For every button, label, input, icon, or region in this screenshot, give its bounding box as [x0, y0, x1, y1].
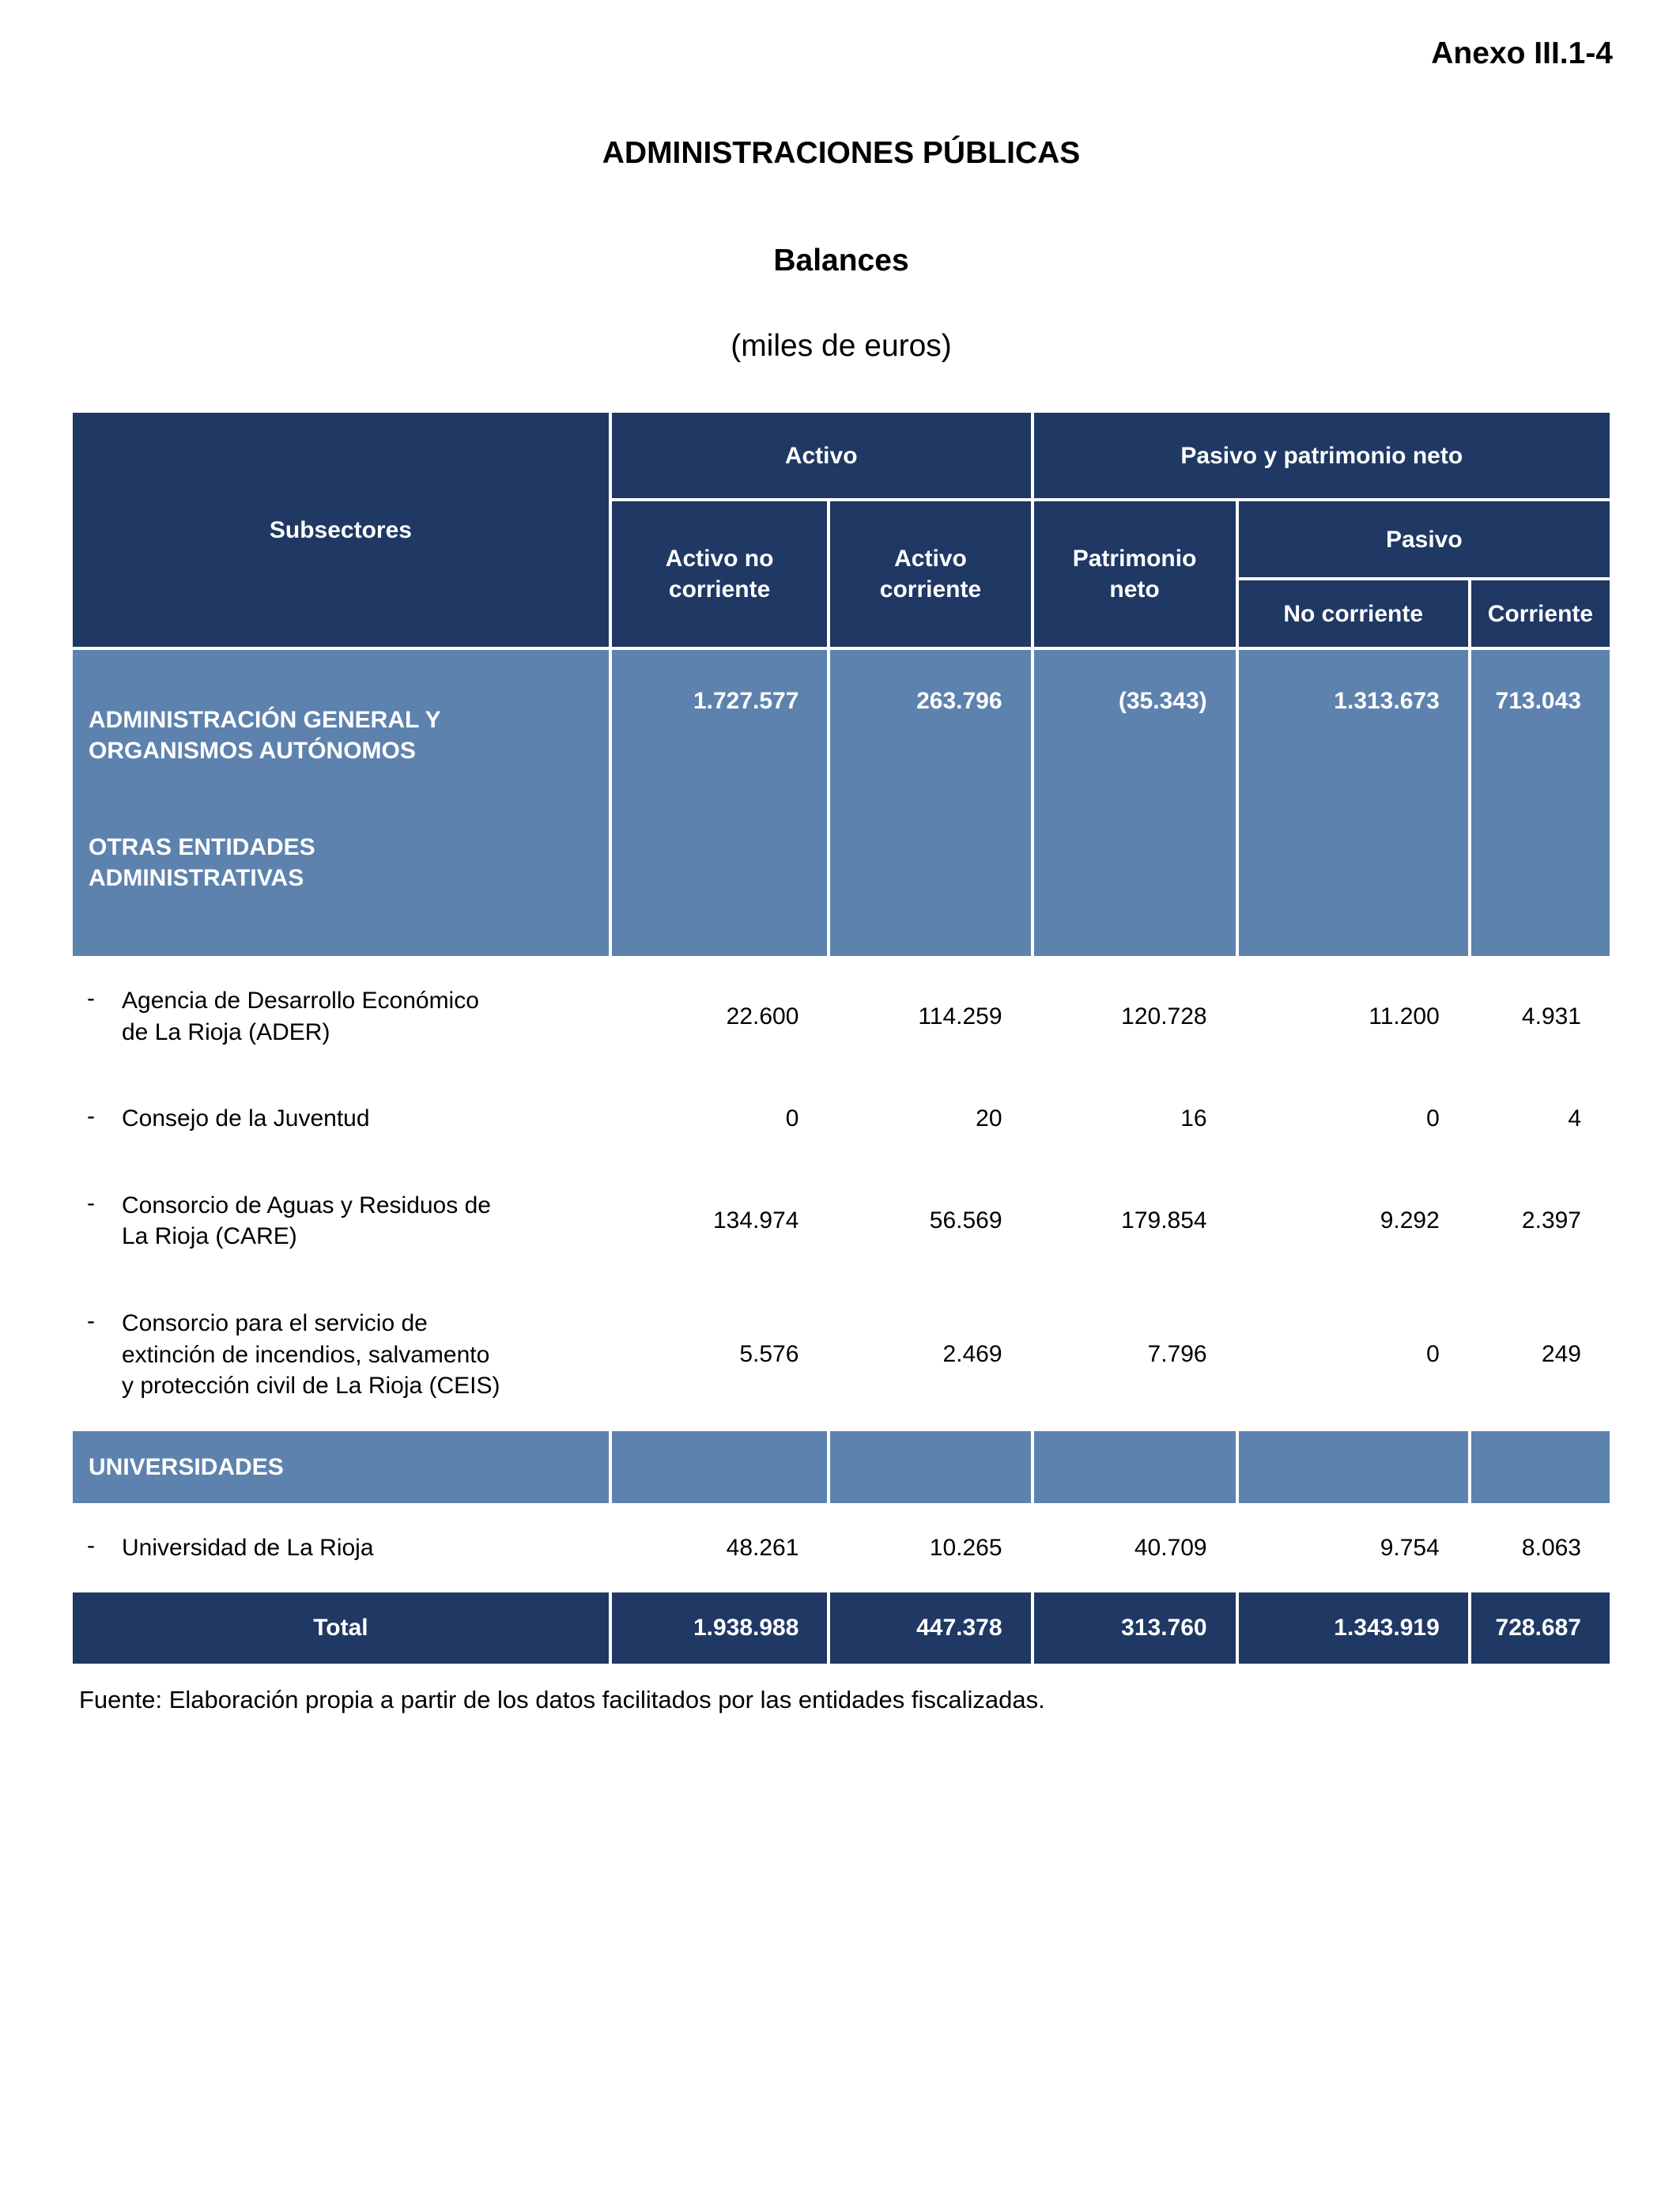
empty-cell [1237, 1430, 1470, 1505]
table-body [71, 648, 1611, 1665]
section-row-admin [71, 648, 1611, 958]
row-label-cell [71, 1162, 610, 1280]
section-admin-label [71, 648, 610, 958]
header-pasivo-no-corriente: No corriente [1237, 579, 1470, 648]
value-cell: 8.063 [1470, 1505, 1611, 1592]
value-cell: 40.709 [1033, 1505, 1237, 1592]
balances-table [70, 410, 1613, 1667]
row-label-cell [71, 1505, 610, 1592]
row-consorcio-ceis [71, 1280, 1611, 1430]
section-row-universidades [71, 1430, 1611, 1505]
section-admin-line1: ADMINISTRACIÓN GENERAL Y ORGANISMOS AUTÓNOMOS [89, 707, 441, 764]
value-cell: 5.576 [610, 1280, 829, 1430]
value-cell: 313.760 [1033, 1591, 1237, 1665]
total-label: Total [71, 1591, 610, 1665]
empty-cell [1470, 1430, 1611, 1505]
value-cell: 1.313.673 [1237, 648, 1470, 958]
value-cell: 1.343.919 [1237, 1591, 1470, 1665]
header-activo-group: Activo [610, 411, 1033, 500]
value-cell: 134.974 [610, 1162, 829, 1280]
value-cell: 7.796 [1033, 1280, 1237, 1430]
value-cell: 22.600 [610, 958, 829, 1075]
value-cell: 48.261 [610, 1505, 829, 1592]
dash-bullet: - [87, 1189, 95, 1216]
page-subtitle: Balances [773, 244, 909, 278]
table-header [71, 411, 1611, 648]
header-patrimonio-neto: Patrimonio neto [1033, 500, 1237, 648]
header-pasivo-corriente: Corriente [1470, 579, 1611, 648]
value-cell: 9.292 [1237, 1162, 1470, 1280]
row-label: Consejo de la Juventud [122, 1105, 370, 1132]
empty-cell [829, 1430, 1032, 1505]
row-label: Agencia de Desarrollo Económico de La Rioja (ADER) [122, 988, 479, 1045]
value-cell: 728.687 [1470, 1591, 1611, 1665]
row-agencia-ader [71, 958, 1611, 1075]
value-cell: 0 [1237, 1280, 1470, 1430]
value-cell: 56.569 [829, 1162, 1032, 1280]
value-cell: 4.931 [1470, 958, 1611, 1075]
value-cell: 2.397 [1470, 1162, 1611, 1280]
header-activo-corriente: Activo corriente [829, 500, 1032, 648]
value-cell: 114.259 [829, 958, 1032, 1075]
row-total [71, 1591, 1611, 1665]
value-cell: 9.754 [1237, 1505, 1470, 1592]
value-cell: 4 [1470, 1075, 1611, 1162]
value-cell: 179.854 [1033, 1162, 1237, 1280]
section-admin-line2: OTRAS ENTIDADES ADMINISTRATIVAS [89, 834, 315, 891]
value-cell: 120.728 [1033, 958, 1237, 1075]
row-label: Consorcio para el servicio de extinción de incendios, salvamento y protección civil de La Rioja (CEIS) [122, 1309, 500, 1400]
header-subsectores: Subsectores [71, 411, 610, 648]
empty-cell [1033, 1430, 1237, 1505]
dash-bullet: - [87, 1307, 95, 1334]
value-cell: 713.043 [1470, 648, 1611, 958]
value-cell: (35.343) [1033, 648, 1237, 958]
row-label: Universidad de La Rioja [122, 1534, 374, 1561]
value-cell: 10.265 [829, 1505, 1032, 1592]
row-consejo-juventud [71, 1075, 1611, 1162]
row-label: Consorcio de Aguas y Residuos de La Rioja (CARE) [122, 1192, 491, 1250]
row-universidad-la-rioja [71, 1505, 1611, 1592]
row-label-cell [71, 1280, 610, 1430]
header-row-groups [71, 411, 1611, 500]
page-title: ADMINISTRACIONES PÚBLICAS [602, 136, 1081, 170]
value-cell: 447.378 [829, 1591, 1032, 1665]
value-cell: 249 [1470, 1280, 1611, 1430]
value-cell: 2.469 [829, 1280, 1032, 1430]
value-cell: 16 [1033, 1075, 1237, 1162]
section-universidades-label: UNIVERSIDADES [71, 1430, 610, 1505]
source-note: Fuente: Elaboración propia a partir de los datos facilitados por las entidades fiscalizadas. [79, 1686, 1045, 1714]
units-label: (miles de euros) [731, 329, 952, 363]
value-cell: 1.727.577 [610, 648, 829, 958]
row-consorcio-care [71, 1162, 1611, 1280]
empty-cell [610, 1430, 829, 1505]
header-pasivo-patrimonio-group: Pasivo y patrimonio neto [1033, 411, 1611, 500]
value-cell: 1.938.988 [610, 1591, 829, 1665]
dash-bullet: - [87, 985, 95, 1011]
value-cell: 20 [829, 1075, 1032, 1162]
header-activo-no-corriente: Activo no corriente [610, 500, 829, 648]
dash-bullet: - [87, 1103, 95, 1130]
annex-label: Anexo III.1-4 [1431, 36, 1613, 70]
row-label-cell [71, 1075, 610, 1162]
value-cell: 0 [610, 1075, 829, 1162]
header-pasivo-group: Pasivo [1237, 500, 1611, 579]
value-cell: 11.200 [1237, 958, 1470, 1075]
row-label-cell [71, 958, 610, 1075]
value-cell: 0 [1237, 1075, 1470, 1162]
value-cell: 263.796 [829, 648, 1032, 958]
dash-bullet: - [87, 1532, 95, 1558]
